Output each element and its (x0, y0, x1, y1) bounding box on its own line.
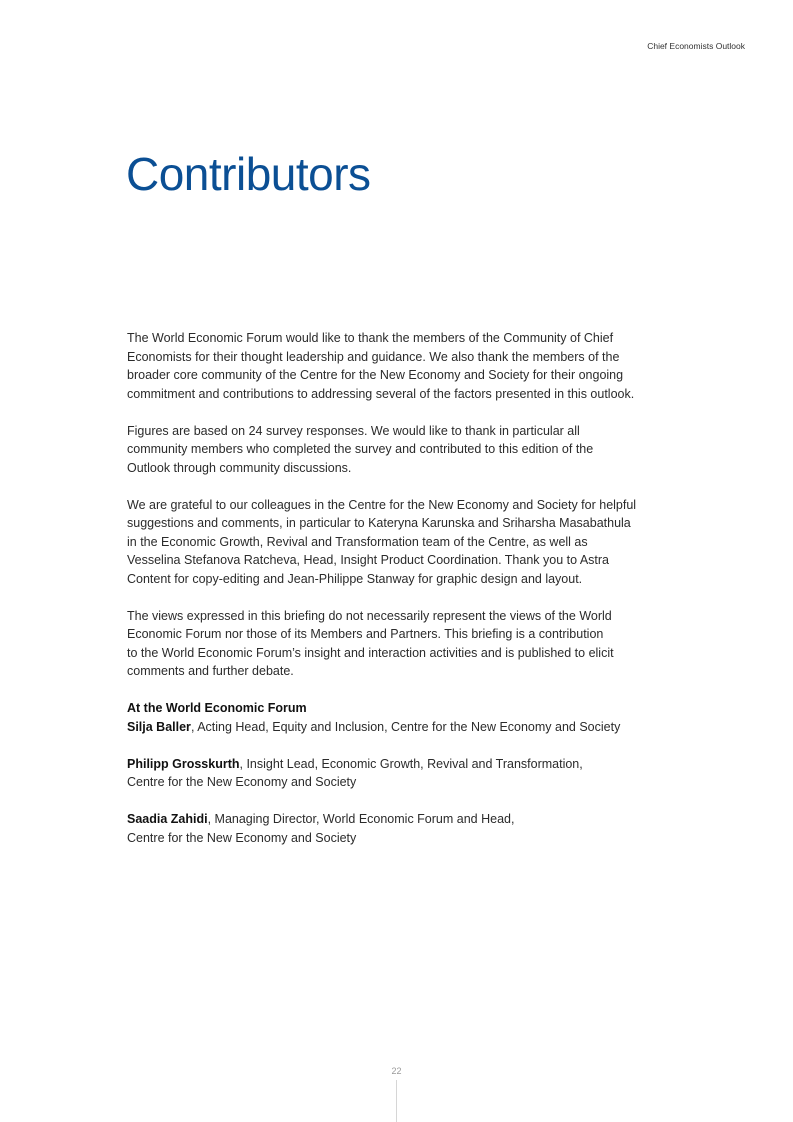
page-title: Contributors (126, 148, 371, 200)
text-line: Outlook through community discussions. (127, 460, 352, 475)
text-line: Vesselina Stefanova Ratcheva, Head, Insight Product Coordination. Thank you to Astra (127, 553, 610, 567)
text-line: commitment and contributions to addressing several of the factors presented in this outlook. (127, 386, 635, 401)
contributor-silja-baller (127, 699, 687, 736)
paragraph-disclaimer (127, 607, 687, 681)
text-line: Figures are based on 24 survey responses. We would like to thank in particular all (127, 423, 580, 438)
text-line: suggestions and comments, in particular to Kateryna Karunska and Sriharsha Masabathula (127, 516, 631, 530)
paragraph-survey (127, 422, 687, 478)
contributor-name: Philipp Grosskurth (127, 756, 240, 771)
contributor-role: , Managing Director, World Economic Forum and Head, (207, 812, 515, 826)
contributor-name: Saadia Zahidi (127, 812, 208, 826)
text-line: comments and further debate. (127, 664, 294, 678)
contributor-role: Centre for the New Economy and Society (127, 830, 357, 845)
contributor-role: Centre for the New Economy and Society (127, 775, 357, 789)
text-line: to the World Economic Forum’s insight and interaction activities and is published to elicit (127, 645, 614, 660)
page-number: 22 (391, 1066, 402, 1076)
text-line: community members who completed the survey and contributed to this edition of the (127, 442, 594, 456)
contributor-role: , Acting Head, Equity and Inclusion, Centre for the New Economy and Society (190, 719, 621, 734)
text-line: The World Economic Forum would like to thank the members of the Community of Chief (127, 331, 614, 345)
text-line: The views expressed in this briefing do not necessarily represent the views of the World (127, 608, 612, 623)
contributor-saadia-zahidi (127, 810, 687, 847)
contributor-philipp-grosskurth (127, 755, 687, 792)
forum-section-heading: At the World Economic Forum (127, 701, 307, 715)
paragraph-acknowledgement (127, 329, 687, 403)
text-line: Economic Forum nor those of its Members and Partners. This briefing is a contribution (127, 627, 604, 641)
text-line: Content for copy-editing and Jean-Philippe Stanway for graphic design and layout. (127, 571, 583, 586)
paragraph-colleagues (127, 496, 687, 589)
running-header: Chief Economists Outlook (647, 41, 745, 51)
text-line: Economists for their thought leadership and guidance. We also thank the members of the (127, 349, 620, 364)
body-text (127, 329, 687, 866)
text-line: in the Economic Growth, Revival and Transformation team of the Centre, as well as (127, 534, 588, 549)
text-line: broader core community of the Centre for the New Economy and Society for their ongoing (127, 368, 624, 382)
text-line: We are grateful to our colleagues in the Centre for the New Economy and Society for helpful (127, 497, 637, 512)
contributor-role: , Insight Lead, Economic Growth, Revival and Transformation, (239, 756, 583, 771)
footer-divider (396, 1080, 397, 1122)
contributor-name: Silja Baller (127, 719, 191, 734)
